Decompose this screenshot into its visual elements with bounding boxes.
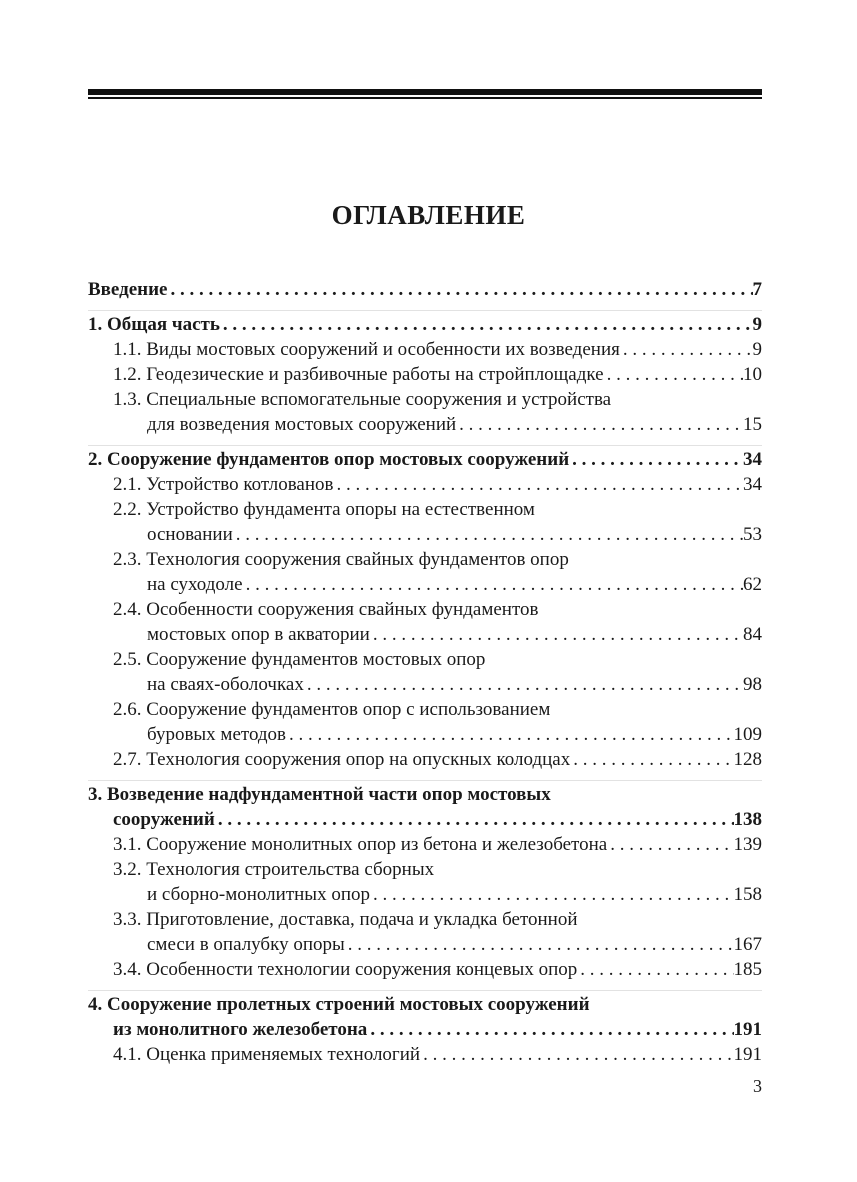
toc-line [88,1017,762,1042]
toc-entry-title: 3.1. Сооружение монолитных опор из бетона и железобетона [113,834,608,855]
toc-section [88,782,762,991]
toc-subsection-entry[interactable] [88,857,762,907]
toc-subsection-entry[interactable] [88,337,762,362]
toc-line [88,782,762,807]
dot-leader [367,1017,733,1042]
toc-section [88,312,762,446]
toc-line [88,907,762,932]
toc-entry-title: 3.3. Приготовление, доставка, подача и укладка бетонной [113,909,578,930]
toc-entry-title: буровых методов [147,724,287,745]
dot-leader [168,277,753,302]
toc-page-number: 34 [743,474,762,495]
toc-line [88,747,762,772]
header-rule-thin [88,97,762,99]
toc-subsection-entry[interactable] [88,1042,762,1067]
toc-subsection-entry[interactable] [88,547,762,597]
toc-entry-title: для возведения мостовых сооружений [147,414,457,435]
toc-entry-title: 2. Сооружение фундаментов опор мостовых сооружений [88,449,570,470]
toc-line [88,362,762,387]
toc-chapter-entry[interactable] [88,277,762,302]
toc-section [88,277,762,311]
toc-page-number: 191 [733,1044,762,1065]
toc-subsection-entry[interactable] [88,387,762,437]
toc-section [88,447,762,781]
header-rule-thick [88,89,762,95]
toc-line [88,697,762,722]
toc-entry-title: из монолитного железобетона [113,1019,368,1040]
toc-line [88,572,762,597]
dot-leader [620,337,753,362]
dot-leader [215,807,734,832]
toc-entry-title: 4. Сооружение пролетных строений мостовых сооружений [88,994,590,1015]
toc-entry-title: 3.4. Особенности технологии сооружения концевых опор [113,959,578,980]
toc-section [88,992,762,1075]
toc-line [88,312,762,337]
toc-page-number: 139 [733,834,762,855]
toc-entry-title: 1.2. Геодезические и разбивочные работы на стройплощадке [113,364,604,385]
page-number: 3 [753,1076,762,1096]
toc-subsection-entry[interactable] [88,697,762,747]
toc-line [88,597,762,622]
toc-page-number: 53 [743,524,762,545]
dot-leader [570,747,733,772]
dot-leader [243,572,743,597]
dot-leader [604,362,743,387]
toc-line [88,672,762,697]
toc-entry-title: смеси в опалубку опоры [147,934,345,955]
toc-entry-title: 1. Общая часть [88,314,220,335]
toc-page-number: 185 [733,959,762,980]
toc-page-number: 34 [743,449,762,470]
toc-page-number: 62 [743,574,762,595]
toc-line [88,337,762,362]
toc-page-number: 10 [743,364,762,385]
toc-subsection-entry[interactable] [88,747,762,772]
toc-line [88,722,762,747]
toc-entry-title: 2.6. Сооружение фундаментов опор с использованием [113,699,551,720]
toc-subsection-entry[interactable] [88,957,762,982]
toc-subsection-entry[interactable] [88,497,762,547]
toc-entry-title: 1.1. Виды мостовых сооружений и особенности их возведения [113,339,620,360]
toc-line [88,992,762,1017]
toc-entry-title: 3.2. Технология строительства сборных [113,859,435,880]
table-of-contents [88,277,762,1076]
toc-line [88,497,762,522]
dot-leader [607,832,733,857]
dot-leader [577,957,733,982]
toc-line [88,647,762,672]
toc-line [88,447,762,472]
toc-line [88,387,762,412]
toc-page-number: 158 [733,884,762,905]
page-title: ОГЛАВЛЕНИЕ [331,200,526,230]
toc-entry-title: 2.1. Устройство котлованов [113,474,334,495]
dot-leader [304,672,743,697]
toc-subsection-entry[interactable] [88,907,762,957]
toc-entry-title: на суходоле [147,574,243,595]
toc-entry-title: 4.1. Оценка применяемых технологий [113,1044,421,1065]
toc-page-number: 9 [752,339,762,360]
dot-leader [334,472,743,497]
toc-entry-title: на сваях-оболочках [147,674,304,695]
dot-leader [420,1042,733,1067]
toc-line [88,277,762,302]
toc-page-number: 98 [743,674,762,695]
toc-entry-title: 2.7. Технология сооружения опор на опускных колодцах [113,749,571,770]
toc-entry-title: 3. Возведение надфундаментной части опор мостовых [88,784,551,805]
dot-leader [370,882,734,907]
toc-page-number: 84 [743,624,762,645]
toc-line [88,807,762,832]
toc-subsection-entry[interactable] [88,832,762,857]
toc-page-number: 128 [733,749,762,770]
toc-page-number: 138 [733,809,762,830]
toc-line [88,1042,762,1067]
toc-entry-title: Введение [88,279,168,300]
toc-page-number: 109 [733,724,762,745]
toc-line [88,547,762,572]
toc-entry-title: 2.4. Особенности сооружения свайных фундаментов [113,599,539,620]
toc-subsection-entry[interactable] [88,597,762,647]
toc-subsection-entry[interactable] [88,472,762,497]
toc-line [88,932,762,957]
dot-leader [233,522,743,547]
toc-entry-title: мостовых опор в акватории [147,624,370,645]
toc-entry-title: 2.5. Сооружение фундаментов мостовых опор [113,649,486,670]
toc-chapter-entry[interactable] [88,312,762,337]
toc-line [88,622,762,647]
toc-line [88,857,762,882]
dot-leader [370,622,743,647]
toc-line [88,882,762,907]
toc-chapter-entry[interactable] [88,992,762,1042]
toc-entry-title: 1.3. Специальные вспомогательные сооружения и устройства [113,389,612,410]
toc-page-number: 7 [752,279,762,300]
toc-line [88,412,762,437]
dot-leader [286,722,733,747]
toc-entry-title: сооружений [113,809,215,830]
dot-leader [456,412,743,437]
toc-line [88,472,762,497]
dot-leader [345,932,734,957]
toc-line [88,832,762,857]
toc-subsection-entry[interactable] [88,362,762,387]
toc-line [88,957,762,982]
toc-entry-title: 2.2. Устройство фундамента опоры на естественном [113,499,535,520]
toc-entry-title: 2.3. Технология сооружения свайных фундаментов опор [113,549,569,570]
toc-entry-title: и сборно-монолитных опор [147,884,370,905]
toc-page-number: 15 [743,414,762,435]
toc-line [88,522,762,547]
toc-subsection-entry[interactable] [88,647,762,697]
toc-page-number: 191 [733,1019,762,1040]
dot-leader [569,447,743,472]
dot-leader [220,312,753,337]
toc-page-number: 167 [733,934,762,955]
toc-chapter-entry[interactable] [88,782,762,832]
toc-chapter-entry[interactable] [88,447,762,472]
toc-entry-title: основании [147,524,233,545]
toc-page-number: 9 [752,314,762,335]
